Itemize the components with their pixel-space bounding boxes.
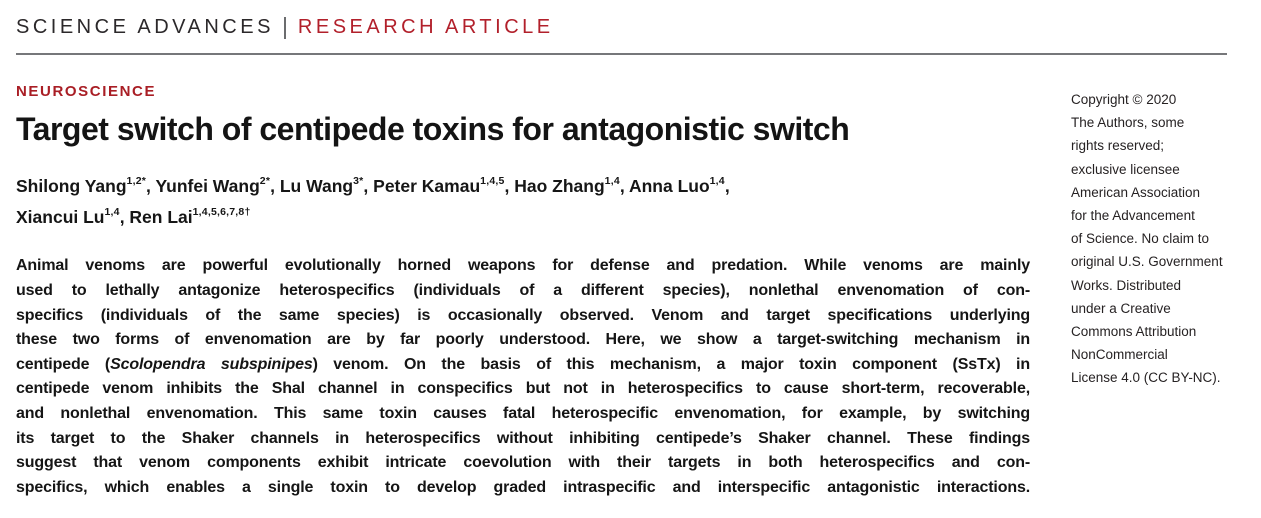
copyright-line: of Science. No claim to <box>1071 231 1210 247</box>
author-line: Xiancui Lu$^{1,4}$, Ren Lai$^{1,4,5,6,7,8\dagger}$ <box>16 205 251 227</box>
copyright-line: NonCommercial <box>1071 347 1168 363</box>
species-name-italic: Scolopendra subspinipes <box>110 355 313 373</box>
author-line: Shilong Yang$^{1,2*}$, Yunfei Wang$^{2*}$, Lu Wang$^{3*}$, Peter Kamau$^{1,4,5}$, Hao Zhang$^{1,4}$, Anna Luo$^{1,4}$, <box>16 174 730 196</box>
copyright-line: Copyright © 2020 <box>1071 92 1177 107</box>
abstract-text: Animal venoms are powerful evolutionally horned weapons for defense and predation. While venoms are mainly <box>16 257 1030 275</box>
abstract-line <box>16 254 1030 279</box>
author-list <box>16 169 1030 231</box>
article-title: Target switch of centipede toxins for antagonistic switch <box>16 111 850 147</box>
copyright-line: original U.S. Government <box>1071 254 1223 270</box>
abstract-line <box>16 353 1030 378</box>
abstract-text: centipede venom inhibits the Shal channel in conspecifics but not in heterospecifics to cause short-term, recoverable, <box>16 380 1030 398</box>
author-affiliations: 1,2* <box>126 174 147 187</box>
author-name: Hao Zhang <box>514 175 605 196</box>
abstract-line <box>16 328 1030 353</box>
author-name: Anna Luo <box>628 175 710 196</box>
abstract-line <box>16 304 1030 329</box>
copyright-line: Commons Attribution <box>1071 324 1197 340</box>
copyright-line: rights reserved; <box>1071 138 1165 154</box>
abstract-line <box>16 279 1030 304</box>
copyright-notice <box>1071 88 1251 390</box>
journal-name: SCIENCE ADVANCES <box>16 16 274 38</box>
copyright-line: The Authors, some <box>1071 115 1185 131</box>
copyright-line: License 4.0 (CC BY-NC). <box>1071 370 1221 386</box>
author-name: Yunfei Wang <box>155 175 260 196</box>
author-name: Lu Wang <box>279 175 354 196</box>
author-name: Ren Lai <box>129 206 193 227</box>
author-affiliations: 1,4,5 <box>480 174 505 187</box>
main-column <box>16 57 1030 500</box>
abstract-line <box>16 427 1030 452</box>
header-rule <box>16 53 1227 55</box>
copyright-line: American Association <box>1071 184 1201 200</box>
abstract-text: specifics (individuals of the same species) is occasionally observed. Venom and target specifications underlying <box>16 306 1030 324</box>
copyright-line: Works. Distributed <box>1071 277 1182 293</box>
author-name: Xiancui Lu <box>16 206 105 227</box>
author-affiliations: 1,4 <box>104 205 120 218</box>
copyright-line: exclusive licensee <box>1071 161 1180 177</box>
header-divider-bar <box>284 17 286 39</box>
abstract-text: ) venom. On the basis of this mechanism, a major toxin component (SsTx) in <box>312 355 1030 373</box>
abstract-line <box>16 451 1030 476</box>
author-name: Peter Kamau <box>373 175 481 196</box>
author-affiliations: 2* <box>259 174 271 187</box>
abstract-line <box>16 377 1030 402</box>
article-type-label: RESEARCH ARTICLE <box>297 16 554 38</box>
journal-banner <box>0 0 1261 39</box>
abstract <box>16 254 1030 500</box>
abstract-text: and nonlethal envenomation. This same toxin causes fatal heterospecific envenomation, for example, by switching <box>16 405 1030 423</box>
abstract-line <box>16 476 1030 501</box>
abstract-text: its target to the Shaker channels in heterospecifics without inhibiting centipede’s Shaker channel. These findings <box>16 429 1030 447</box>
copyright-line: for the Advancement <box>1071 208 1195 224</box>
abstract-text: centipede ( <box>16 355 111 373</box>
section-label: NEUROSCIENCE <box>16 83 157 100</box>
author-affiliations: 1,4,5,6,7,8† <box>192 205 251 218</box>
copyright-line: under a Creative <box>1071 300 1171 316</box>
abstract-text: specifics, which enables a single toxin to develop graded intraspecific and interspecific antagonistic interactions. <box>16 478 1030 496</box>
abstract-text: suggest that venom components exhibit intricate coevolution with their targets in both heterospecifics and con- <box>16 454 1030 472</box>
author-affiliations: 1,4 <box>604 174 620 187</box>
abstract-text: used to lethally antagonize heterospecifics (individuals of a different species), nonlethal envenomation of con- <box>16 282 1030 300</box>
author-name: Shilong Yang <box>16 175 127 196</box>
abstract-line <box>16 402 1030 427</box>
abstract-text: these two forms of envenomation are by far poorly understood. Here, we show a target-switching mechanism in <box>16 331 1030 349</box>
author-affiliations: 1,4 <box>709 174 725 187</box>
author-affiliations: 3* <box>353 174 364 187</box>
